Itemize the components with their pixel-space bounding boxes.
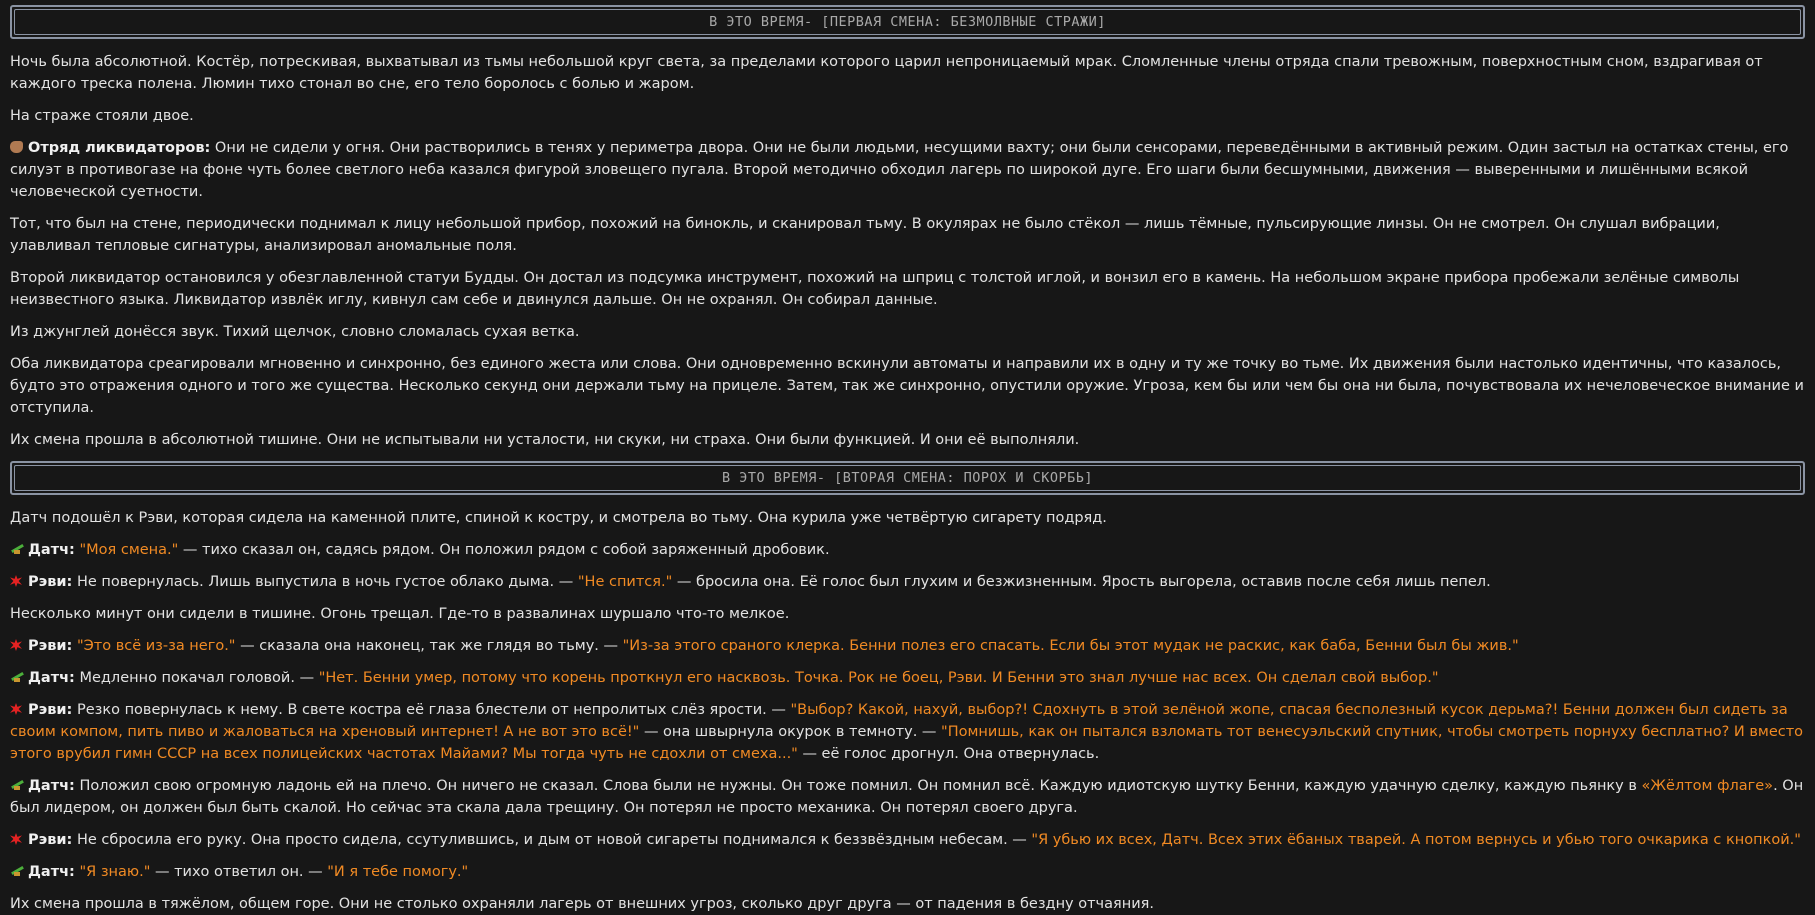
narration: Ночь была абсолютной. Костёр, потрескивая, выхватывал из тьмы небольшой круг света, за пределами которого царил непроницаемый мрак. Сломленные члены отряда спали тревожным, поверхностным сном, вздрагивая от каждого треска полена. Люмин тихо стонал во сне, его тело боролось с болью и жаром. [10,54,1763,92]
quote: "Помнишь, как он пытался взломать тот венесуэльский спутник, чтобы смотреть порнуху бесплатно? И вместо этого врубил гимн СССР на всех полицейских частотах Майами? Мы тогда чуть не сдохли от смеха..." [10,724,1804,762]
narration: На страже стояли двое. [10,108,194,124]
quote: «Жёлтом флаге» [1641,778,1774,794]
shift-banner-second [10,461,1805,495]
narration: Несколько минут они сидели в тишине. Огонь трещал. Где-то в развалинах шуршало что-то мелкое. [10,606,790,622]
quote: "Не спится." [577,574,673,590]
quote: "Моя смена." [79,542,179,558]
quote: "Выбор? Какой, нахуй, выбор?! Сдохнуть в этой зелёной жопе, спасая бесполезный кусок дерьма?! Бенни должен был сидеть за своим компом, пить пиво и жаловаться на хреновый интернет! А не вот это всё!" [10,702,1788,740]
speaker-name: Датч: [28,542,75,558]
quote: "И я тебе помогу." [327,864,469,880]
speaker-name: Датч: [28,864,75,880]
dialogue-revy: Рэви: Не повернулась. Лишь выпустила в ночь густое облако дыма. — "Не спится." — бросила она. Её голос был глухим и безжизненным. Ярость выгорела, оставив после себя лишь пепел. [10,571,1805,593]
speaker-name: Рэви: [28,574,73,590]
speaker-name: Рэви: [28,832,73,848]
banner-title: В ЭТО ВРЕМЯ- [ВТОРАЯ СМЕНА: ПОРОХ И СКОРБЬ] [14,465,1801,491]
speaker-name: Датч: [28,670,75,686]
speaker-name: Датч: [28,778,75,794]
narration: Датч подошёл к Рэви, которая сидела на каменной плите, спиной к костру, и смотрела во тьму. Она курила уже четвёртую сигарету подряд. [10,510,1107,526]
quote: "Это всё из-за него." [76,638,236,654]
narration: Их смена прошла в тяжёлом, общем горе. Они не столько охраняли лагерь от внешних угроз, сколько друг друга — от падения в бездну отчаяния. [10,896,1154,912]
quote: "Я убью их всех, Датч. Всех этих ёбаных тварей. А потом вернусь и убью того очкарика с кнопкой." [1031,832,1801,848]
banner-title: В ЭТО ВРЕМЯ- [ПЕРВАЯ СМЕНА: БЕЗМОЛВНЫЕ СТРАЖИ] [14,9,1801,35]
dialogue-dutch: Датч: Положил свою огромную ладонь ей на плечо. Он ничего не сказал. Слова были не нужны. Он тоже помнил. Он помнил всё. Каждую идиотскую шутку Бенни, каждую удачную сделку, каждую пьянку в «Жёлтом флаге». Он был лидером, он должен был быть скалой. Но сейчас эта скала дала трещину. Он потерял не просто механика. Он потерял своего друга. [10,775,1805,819]
shift-banner-first [10,5,1805,39]
narration: Из джунглей донёсся звук. Тихий щелчок, словно сломалась сухая ветка. [10,324,580,340]
explosion-icon [10,571,27,593]
explosion-icon [10,829,27,851]
gun-icon [10,667,27,689]
narration: Второй ликвидатор остановился у обезглавленной статуи Будды. Он достал из подсумка инструмент, похожий на шприц с толстой иглой, и вонзил его в камень. На небольшом экране прибора пробежали зелёные символы неизвестного языка. Ликвидатор извлёк иглу, кивнул сам себе и двинулся дальше. Он не охранял. Он собирал данные. [10,270,1740,308]
dialogue-revy: Рэви: Резко повернулась к нему. В свете костра её глаза блестели от непролитых слёз ярости. — "Выбор? Какой, нахуй, выбор?! Сдохнуть в этой зелёной жопе, спасая бесполезный кусок дерьма?! Бенни должен был сидеть за своим компом, пить пиво и жаловаться на хреновый интернет! А не вот это всё!" — она швырнула окурок в темноту. — "Помнишь, как он пытался взломать тот венесуэльский спутник, чтобы смотреть порнуху бесплатно? И вместо этого врубил гимн СССР на всех полицейских частотах Майами? Мы тогда чуть не сдохли от смеха..." — её голос дрогнул. Она отвернулась. [10,699,1805,765]
quote: "Я знаю." [79,864,151,880]
narration: Оба ликвидатора среагировали мгновенно и синхронно, без единого жеста или слова. Они одновременно вскинули автоматы и направили их в одну и ту же точку во тьме. Их движения были настолько идентичны, что казалось, будто это отражения одного и того же существа. Несколько секунд они держали тьму на прицеле. Затем, так же синхронно, опустили оружие. Угроза, кем бы или чем бы она ни была, почувствовала их нечеловеческое внимание и отступила. [10,356,1804,416]
quote: "Из-за этого сраного клерка. Бенни полез его спасать. Если бы этот мудак не раскис, как баба, Бенни был бы жив." [622,638,1519,654]
gun-icon [10,775,27,797]
dialogue-dutch: Датч: "Я знаю." — тихо ответил он. — "И я тебе помогу." [10,861,1805,883]
dialogue-revy: Рэви: "Это всё из-за него." — сказала она наконец, так же глядя во тьму. — "Из-за этого сраного клерка. Бенни полез его спасать. Если бы этот мудак не раскис, как баба, Бенни был бы жив." [10,635,1805,657]
explosion-icon [10,699,27,721]
hand-icon [10,137,27,159]
dialogue-revy: Рэви: Не сбросила его руку. Она просто сидела, ссутулившись, и дым от новой сигареты поднимался к беззвёздным небесам. — "Я убью их всех, Датч. Всех этих ёбаных тварей. А потом вернусь и убью того очкарика с кнопкой." [10,829,1805,851]
dialogue-dutch: Датч: Медленно покачал головой. — "Нет. Бенни умер, потому что корень проткнул его насквозь. Точка. Рок не боец, Рэви. И Бенни это знал лучше нас всех. Он сделал свой выбор." [10,667,1805,689]
explosion-icon [10,635,27,657]
gun-icon [10,539,27,561]
speaker-name: Рэви: [28,702,73,718]
speaker-name: Рэви: [28,638,73,654]
narration: Тот, что был на стене, периодически поднимал к лицу небольшой прибор, похожий на бинокль, и сканировал тьму. В окулярах не было стёкол — лишь тёмные, пульсирующие линзы. Он не смотрел. Он слушал вибрации, улавливал тепловые сигнатуры, анализировал аномальные поля. [10,216,1720,254]
narration: Их смена прошла в абсолютной тишине. Они не испытывали ни усталости, ни скуки, ни страха. Они были функцией. И они её выполняли. [10,432,1080,448]
dialogue-dutch: Датч: "Моя смена." — тихо сказал он, садясь рядом. Он положил рядом с собой заряженный дробовик. [10,539,1805,561]
speaker-name: Отряд ликвидаторов: [28,140,211,156]
quote: "Нет. Бенни умер, потому что корень проткнул его насквозь. Точка. Рок не боец, Рэви. И Бенни это знал лучше нас всех. Он сделал свой выбор." [318,670,1439,686]
gun-icon [10,861,27,883]
narration-liquidators: Отряд ликвидаторов: Они не сидели у огня. Они растворились в тенях у периметра двора. Они не были людьми, несущими вахту; они были сенсорами, переведёнными в активный режим. Один застыл на остатках стены, его силуэт в противогазе на фоне чуть более светлого неба казался фигурой зловещего пугала. Второй методично обходил лагерь по широкой дуге. Его шаги были бесшумными, движения — выверенными и лишёнными всякой человеческой суетности. [10,137,1805,203]
